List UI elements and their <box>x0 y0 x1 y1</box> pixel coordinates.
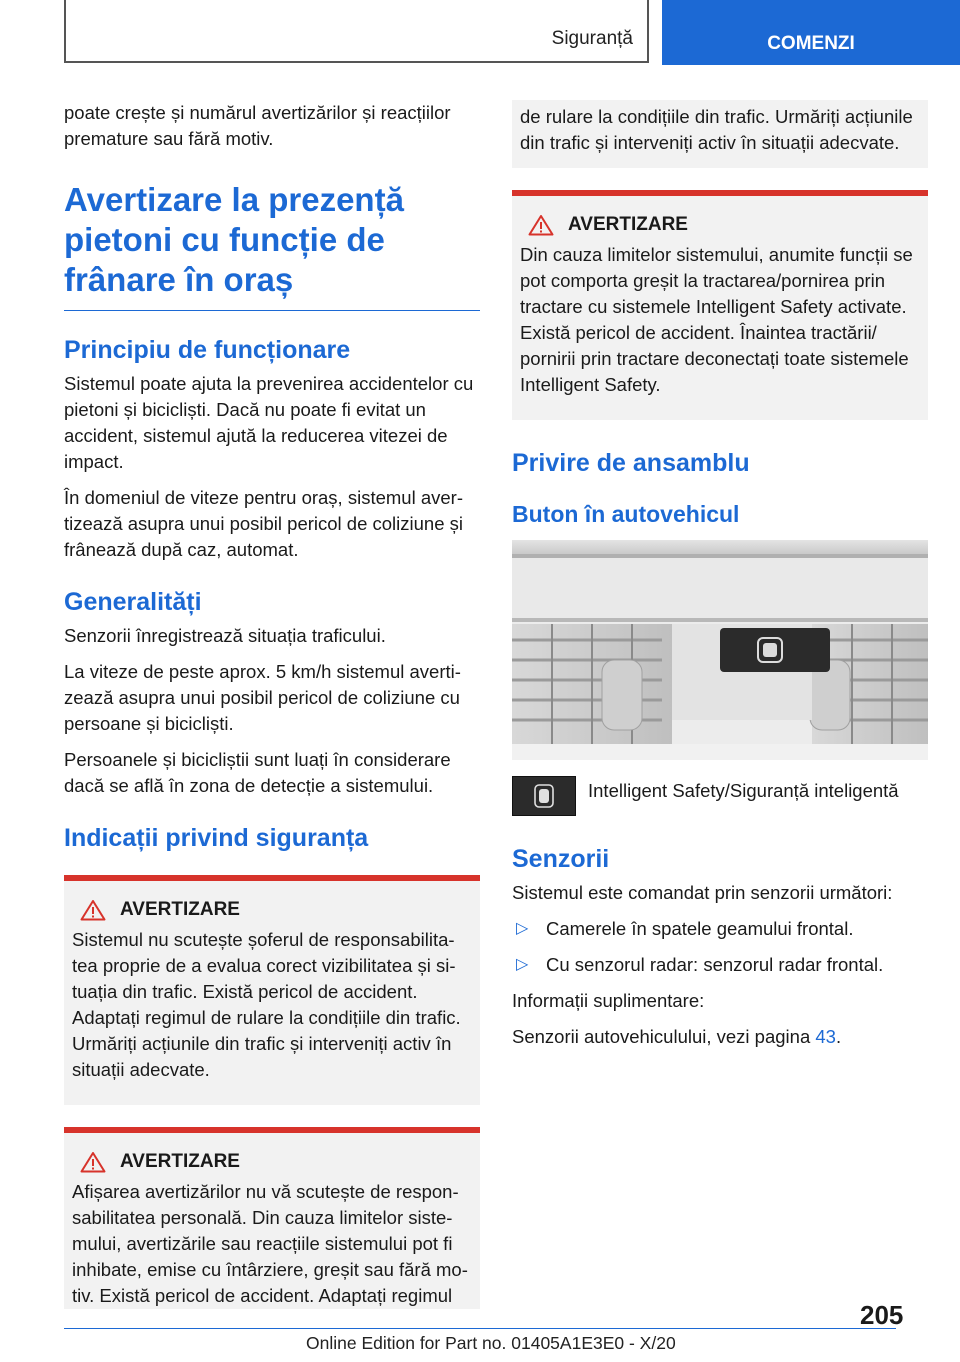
warning-box-3 <box>512 190 928 420</box>
section-title-sensors: Senzorii <box>512 845 610 873</box>
reference-end: . <box>835 1026 842 1047</box>
general-paragraph-2: La viteze de peste aprox. 5 km/h sistemul avertizează asupra unui posibil pericol de coliziune cu persoane și bicicliști. <box>64 661 461 734</box>
dashboard-button-photo <box>512 540 928 760</box>
warning-text-continued: de rulare la condițiile din trafic. Urmăriți acțiunile din trafic și interveniți activ în situații adecvate. <box>520 106 913 153</box>
intro-paragraph: poate crește și numărul avertizărilor și reacțiilor premature sau fără motiv. <box>64 102 451 149</box>
principle-paragraph-1: Sistemul poate ajuta la prevenirea accidentelor cu pietoni și bicicliști. Dacă nu poate fi evitat un accident, sistemul ajută la reducerea vitezei de impact. <box>64 373 474 472</box>
list-item-text: Camerele în spatele geamului frontal. <box>546 918 854 939</box>
subsection-title-button: Buton în autovehicul <box>512 501 740 527</box>
header-section-title: Siguranță <box>551 28 633 49</box>
warning-title: AVERTIZARE <box>568 214 688 235</box>
warning-triangle-icon <box>80 1151 106 1173</box>
footer-divider <box>64 1328 896 1329</box>
page-title: Avertizare la prezență pietoni cu funcție de frânare în oraș <box>64 180 480 311</box>
chapter-tab[interactable]: COMENZI <box>662 0 960 65</box>
reference-text: Senzorii autovehiculului, vezi pagina <box>512 1026 816 1047</box>
principle-paragraph-2: În domeniul de viteze pentru oraș, sistemul avertizează asupra unui posibil pericol de coliziune și frânează după caz, automat. <box>64 487 464 560</box>
general-paragraph-1: Senzorii înregistrează situația traficului. <box>64 625 386 646</box>
page-link[interactable]: 43 <box>815 1026 836 1047</box>
vehicle-sensors-reference <box>512 1024 928 1050</box>
page-number: 205 <box>860 1300 904 1330</box>
header-frame <box>64 0 649 63</box>
right-column <box>512 100 928 1060</box>
more-info-label: Informații suplimentare: <box>512 990 705 1011</box>
general-paragraph-3: Persoanele și bicicliștii sunt luați în considerare dacă se află în zona de detecție a sistemului. <box>64 749 451 796</box>
legend-item <box>512 776 928 816</box>
bullet-triangle-icon: ▷ <box>516 920 529 937</box>
warning-title: AVERTIZARE <box>120 1151 240 1172</box>
bullet-triangle-icon: ▷ <box>516 956 529 973</box>
warning-text: Din cauza limitelor sistemului, anumite funcții se pot comporta greșit la tractarea/pornirea prin tractare cu sistemele Intelligent Safety activate. Există pericol de accident. Înaintea tractării/ pornirii prin tractare deconectați toate sistemele Intelligent Safety. <box>520 244 913 395</box>
section-title-safety: Indicații privind siguranța <box>64 824 369 852</box>
list-item <box>512 916 928 942</box>
left-column <box>64 100 480 1319</box>
warning-text: Sistemul nu scutește șoferul de responsabilitatea proprie de a evalua corect vizibilitatea și situația din trafic. Există pericol de accident. Adaptați regimul de rulare la condițiile din trafic. Urmăriți acțiunile din trafic și interveniți activ în situații adecvate. <box>72 929 461 1080</box>
legend-text: Intelligent Safety/Siguranță inteligentă <box>588 780 899 801</box>
list-item <box>512 952 928 978</box>
warning-triangle-icon <box>80 899 106 921</box>
footer-edition: Online Edition for Part no. 01405A1E3E0 - X/20 <box>306 1333 676 1353</box>
warning-box-1 <box>64 875 480 1105</box>
warning-box-2 <box>64 1127 480 1309</box>
warning-text: Afișarea avertizărilor nu vă scutește de responsabilitatea personală. Din cauza limitelor sistemului, avertizările sau reacțiile sistemului pot fi inhibate, emise cu întârziere, greșit sau fără motiv. Există pericol de accident. Adaptați regimul <box>72 1181 468 1306</box>
intelligent-safety-button-icon <box>512 776 576 816</box>
section-title-overview: Privire de ansamblu <box>512 449 750 477</box>
list-item-text: Cu senzorul radar: senzorul radar frontal. <box>546 954 884 975</box>
warning-title: AVERTIZARE <box>120 899 240 920</box>
section-title-general: Generalități <box>64 588 202 616</box>
sensors-intro: Sistemul este comandat prin senzorii următori: <box>512 882 893 903</box>
warning-triangle-icon <box>528 214 554 236</box>
section-title-principle: Principiu de funcționare <box>64 336 351 364</box>
warning-box-2-continued <box>512 100 928 168</box>
